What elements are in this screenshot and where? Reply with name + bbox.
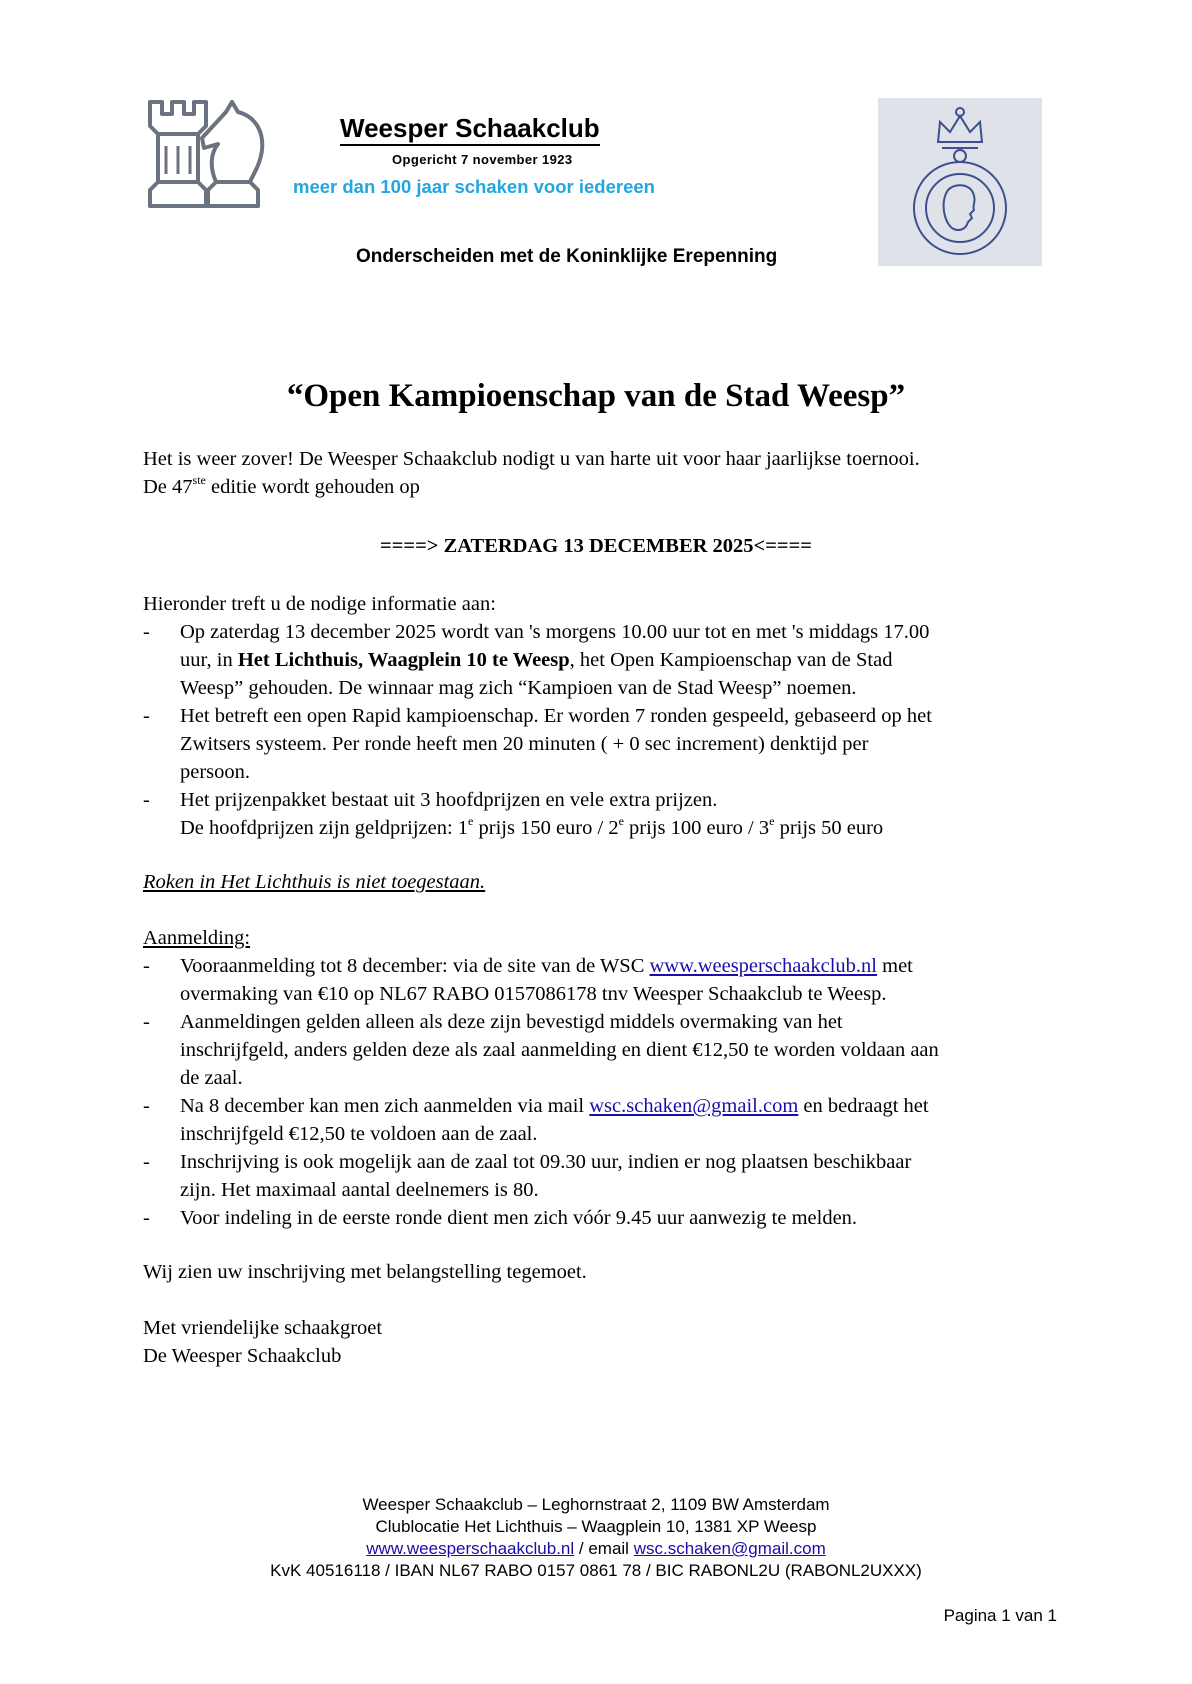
closing-text: Wij zien uw inschrijving met belangstelling tegemoet. — [143, 1261, 587, 1283]
list-item: - Voor indeling in de eerste ronde dient men zich vóór 9.45 uur aanwezig te melden. — [143, 1207, 858, 1229]
intro-line-2: De 47ste editie wordt gehouden op — [143, 473, 420, 498]
signoff-greeting: Met vriendelijke schaakgroet — [143, 1317, 383, 1339]
page-number: Pagina 1 van 1 — [943, 1606, 1057, 1625]
email-link[interactable]: wsc.schaken@gmail.com — [589, 1095, 799, 1117]
chess-rook-knight-icon — [146, 98, 268, 212]
footer-location: Clublocatie Het Lichthuis – Waagplein 10, 1381 XP Weesp — [375, 1517, 817, 1536]
registration-heading: Aanmelding: — [143, 927, 251, 949]
info-heading: Hieronder treft u de nodige informatie aan: — [143, 593, 496, 615]
list-item: - Na 8 december kan men zich aanmelden via mail wsc.schaken@gmail.com en bedraagt het inschrijfgeld €12,50 te voldoen aan de zaal. — [143, 1095, 929, 1145]
list-item: - Vooraanmelding tot 8 december: via de site van de WSC www.weesperschaakclub.nl met overmaking van €10 op NL67 RABO 0157086178 tnv Weesper Schaakclub te Weesp. — [143, 955, 913, 1005]
intro-line-1: Het is weer zover! De Weesper Schaakclub nodigt u van harte uit voor haar jaarlijkse toernooi. — [143, 448, 920, 470]
page-title: “Open Kampioenschap van de Stad Weesp” — [286, 378, 906, 414]
club-tagline: meer dan 100 jaar schaken voor iedereen — [293, 176, 655, 197]
list-item: - Op zaterdag 13 december 2025 wordt van 's morgens 10.00 uur tot en met 's middags 17.00 uur, in Het Lichthuis, Waagplein 10 te Weesp, het Open Kampioenschap van de Stad Weesp” gehouden. De winnaar mag zich “Kampioen van de Stad Weesp” noemen. — [143, 621, 930, 699]
honour-text: Onderscheiden met de Koninklijke Erepenning — [356, 246, 778, 267]
club-name: Weesper Schaakclub — [340, 112, 600, 146]
footer-bank: KvK 40516118 / IBAN NL67 RABO 0157 0861 78 / BIC RABONL2U (RABONL2UXXX) — [270, 1561, 922, 1580]
list-item: - Aanmeldingen gelden alleen als deze zijn bevestigd middels overmaking van het inschrijfgeld, anders gelden deze als zaal aanmelding en dient €12,50 te worden voldaan aan de zaal. — [143, 1011, 939, 1089]
date-banner: ====> ZATERDAG 13 DECEMBER 2025<==== — [380, 535, 812, 557]
royal-medal-icon — [878, 98, 1042, 266]
list-item: - Inschrijving is ook mogelijk aan de zaal tot 09.30 uur, indien er nog plaatsen beschikbaar zijn. Het maximaal aantal deelnemers is 80. — [143, 1151, 912, 1201]
club-website-link[interactable]: www.weesperschaakclub.nl — [649, 955, 878, 977]
list-item: - Het prijzenpakket bestaat uit 3 hoofdprijzen en vele extra prijzen. De hoofdprijzen zijn geldprijzen: 1e prijs 150 euro / 2e prijs 100 euro / 3e prijs 50 euro — [143, 789, 884, 839]
footer-contact: www.weesperschaakclub.nl / email wsc.schaken@gmail.com — [366, 1539, 826, 1558]
footer-email-link[interactable]: wsc.schaken@gmail.com — [633, 1539, 826, 1558]
footer-site-link[interactable]: www.weesperschaakclub.nl — [366, 1539, 575, 1558]
list-item: - Het betreft een open Rapid kampioenschap. Er worden 7 ronden gespeeld, gebaseerd op het Zwitsers systeem. Per ronde heeft men 20 minuten ( + 0 sec increment) denktijd per persoon. — [143, 705, 932, 783]
founded-date: Opgericht 7 november 1923 — [392, 152, 573, 167]
footer-address: Weesper Schaakclub – Leghornstraat 2, 1109 BW Amsterdam — [362, 1495, 830, 1514]
signoff-sender: De Weesper Schaakclub — [143, 1345, 342, 1367]
smoking-notice: Roken in Het Lichthuis is niet toegestaan. — [143, 871, 486, 893]
